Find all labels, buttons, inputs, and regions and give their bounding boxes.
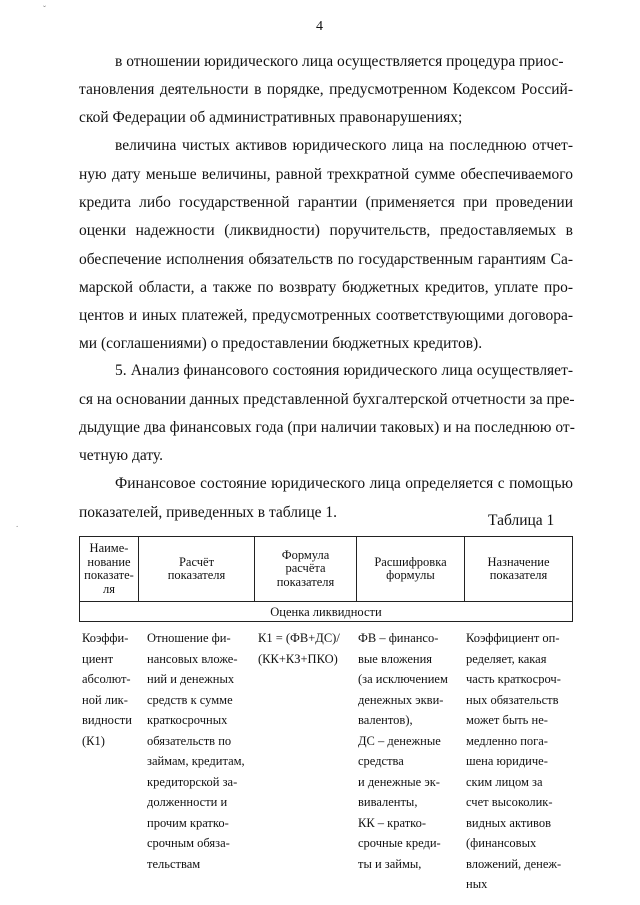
margin-mark: . [16,519,19,529]
table-header [79,536,573,602]
section-heading: Оценка ликвидности [79,602,573,622]
cell-purpose: Коэффициент оп- ределяет, какая часть краткосроч- ных обязательств может быть не- медленно пога- шена юридиче- ским лицом за счет высоколик- видных активов (финансовых вложений, денеж- ных [466,631,562,891]
cell-formula-decoding: ФВ – финансо- вые вложения (за исключением денежных экви- валентов), ДС – денежные средства и денежные эк- виваленты, КК – кратко- срочные креди- ты и займы, [358,631,448,871]
cell-calculation: Отношение фи- нансовых вложе- ний и денежных средств к сумме краткосрочных обязательств по займам, кредитам, кредиторской за- долженности и прочим кратко- срочным обяза- тельствам [147,631,245,871]
text-line: четную дату. [79,447,163,464]
text-line: ской Федерации об административных правонарушениях; [79,109,463,126]
cell-indicator-name: Коэффи- циент абсолют- ной лик- видности (К1) [82,631,132,748]
text-line: оценки надежности (ликвидности) поручительств, предоставляемых в [79,222,573,239]
text-line: Финансовое состояние юридического лица определяется с помощью [115,475,573,492]
text-line: показателей, приведенных в таблице 1. [79,504,338,521]
cell-formula: К1 = (ФВ+ДС)/ (КК+КЗ+ПКО) [258,631,340,666]
text-line: 5. Анализ финансового состояния юридического лица осуществляет- [115,362,573,379]
text-line: дыдущие два финансовых года (при наличии таковых) и на последнюю от- [79,419,575,436]
margin-mark: ˇ [43,4,46,14]
header-calculation: Расчёт показателя [167,554,226,582]
header-indicator-name: Наиме- нование показате- ля [84,541,134,596]
page-number: 4 [316,19,323,34]
text-line: центов и иных платежей, предусмотренных соответствующими договора- [79,307,573,324]
text-line: кредита либо государственной гарантии (применяется при проведении [79,194,573,211]
table-caption: Таблица 1 [488,512,555,529]
text-line: тановления деятельности в порядке, предусмотренном Кодексом Россий- [79,81,573,98]
text-line: обеспечение исполнения обязательств по государственным гарантиям Са- [79,251,573,268]
text-line: ми (соглашениями) о предоставлении бюджетных кредитов). [79,335,483,352]
text-line: в отношении юридического лица осуществляется процедура приос- [115,53,564,70]
text-line: ся на основании данных представленной бухгалтерской отчетности за пре- [79,391,575,408]
text-line: величина чистых активов юридического лица на последнюю отчет- [115,137,573,154]
text-line: ную дату меньше величины, равной трехкратной сумме обеспечиваемого [79,166,573,183]
header-formula-decoding: Расшифровка формулы [374,554,447,582]
header-purpose: Назначение показателя [487,554,550,582]
text-line: марской области, а также по возврату бюджетных кредитов, уплате про- [79,279,573,296]
header-formula: Формула расчёта показателя [276,547,335,589]
